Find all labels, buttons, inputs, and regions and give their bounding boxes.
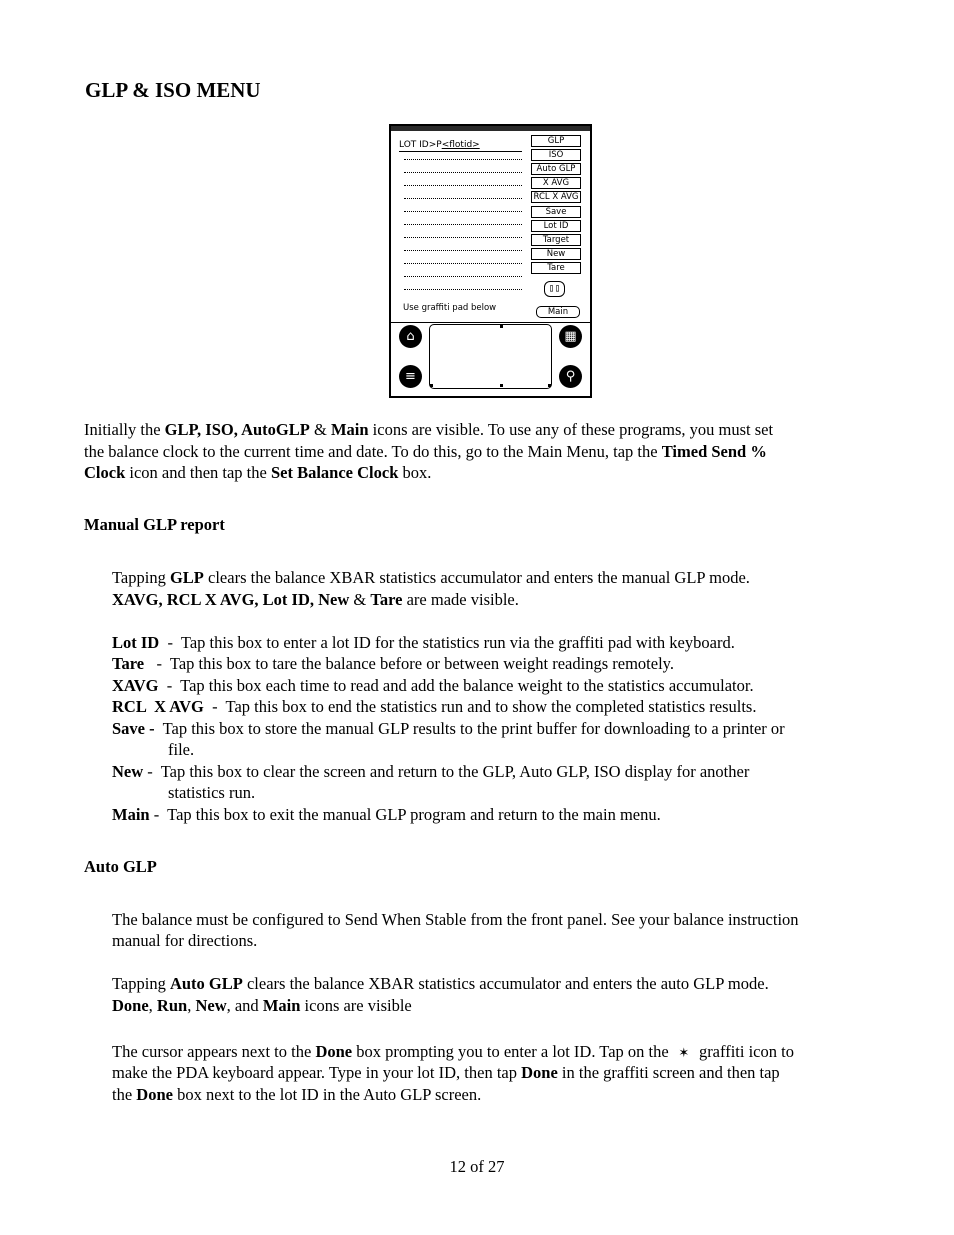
pda-lot-underline xyxy=(399,151,522,152)
text: graffiti icon to xyxy=(694,1042,794,1061)
pda-dotted-line xyxy=(404,289,522,290)
definition-lot-id xyxy=(112,632,735,654)
definition-save-cont: file. xyxy=(168,740,195,759)
pda-new-button[interactable]: New xyxy=(531,248,581,260)
pda-dotted-line xyxy=(404,224,522,225)
pda-dotted-line xyxy=(404,250,522,251)
term: RCL X AVG xyxy=(112,697,204,716)
auto-glp-heading: Auto GLP xyxy=(84,857,157,876)
text: The cursor appears next to the xyxy=(112,1042,316,1061)
intro-line-3 xyxy=(84,462,431,484)
text: in the graffiti screen and then tap xyxy=(557,1063,780,1082)
bold-text: Tare xyxy=(370,590,403,609)
menu-icon[interactable]: ≡ xyxy=(399,365,422,388)
pda-dotted-line xyxy=(404,185,522,186)
text: the balance clock to the current time and date. To do this, go to the Main Menu, tap the xyxy=(84,442,662,461)
pda-page-icon[interactable]: ▯▯ xyxy=(544,281,565,297)
pda-lot-id-button[interactable]: Lot ID xyxy=(531,220,581,232)
pda-graffiti-marker xyxy=(548,384,551,387)
text: box next to the lot ID in the Auto GLP screen. xyxy=(172,1085,482,1104)
find-icon[interactable]: ⚲ xyxy=(559,365,582,388)
pda-auto-glp-button[interactable]: Auto GLP xyxy=(531,163,581,175)
bold-text: GLP xyxy=(169,568,204,587)
pda-target-button[interactable]: Target xyxy=(531,234,581,246)
auto-para-3-line-3 xyxy=(112,1084,481,1106)
text: icon and then tap the xyxy=(125,463,271,482)
definition-tare xyxy=(112,653,674,675)
term: Tare xyxy=(112,654,145,673)
definition-new xyxy=(112,761,749,783)
pda-x-avg-button[interactable]: X AVG xyxy=(531,177,581,189)
bold-text: Main xyxy=(330,420,369,439)
definition: - Tap this box to end the statistics run and to show the completed statistics results. xyxy=(203,697,757,716)
definition: - Tap this box to exit the manual GLP program and return to the main menu. xyxy=(149,805,661,824)
pda-main-button[interactable]: Main xyxy=(536,306,580,318)
pda-tare-button[interactable]: Tare xyxy=(531,262,581,274)
auto-para-3-line-2 xyxy=(112,1062,780,1084)
definition: - Tap this box to tare the balance before or between weight readings remotely. xyxy=(144,654,674,673)
pda-dotted-line xyxy=(404,159,522,160)
text: , xyxy=(187,996,196,1015)
definition: - Tap this box to enter a lot ID for the statistics run via the graffiti pad with keyboard. xyxy=(159,633,735,652)
definition-new-cont: statistics run. xyxy=(168,783,256,802)
text: , xyxy=(148,996,157,1015)
text: the xyxy=(112,1085,137,1104)
pda-dotted-line xyxy=(404,263,522,264)
text: box prompting you to enter a lot ID. Tap on the xyxy=(352,1042,673,1061)
bold-text: Auto GLP xyxy=(169,974,243,993)
pda-lot-placeholder[interactable]: <flotid> xyxy=(441,140,480,150)
text: & xyxy=(309,420,331,439)
manual-para-line-2 xyxy=(112,589,519,611)
bold-text: Done xyxy=(315,1042,353,1061)
pda-lot-id-line xyxy=(399,140,480,150)
pda-iso-button[interactable]: ISO xyxy=(531,149,581,161)
home-icon[interactable]: ⌂ xyxy=(399,325,422,348)
text: box. xyxy=(398,463,432,482)
bold-text: Done xyxy=(112,996,149,1015)
text: icons are visible xyxy=(300,996,412,1015)
definition-main xyxy=(112,804,661,826)
bold-text: Done xyxy=(521,1063,558,1082)
term: Lot ID xyxy=(112,633,160,652)
definition-xavg xyxy=(112,675,754,697)
term: Main xyxy=(112,805,150,824)
intro-line-2 xyxy=(84,441,767,463)
text: clears the balance XBAR statistics accumulator and enters the auto GLP mode. xyxy=(242,974,769,993)
bold-text: Clock xyxy=(84,463,126,482)
text: clears the balance XBAR statistics accumulator and enters the manual GLP mode. xyxy=(203,568,750,587)
auto-para-2-line-2 xyxy=(112,995,412,1017)
pda-graffiti-marker xyxy=(500,384,503,387)
auto-para-1-line-1: The balance must be configured to Send When Stable from the front panel. See your balance instruction xyxy=(112,910,799,929)
term: New xyxy=(112,762,144,781)
pda-dotted-line xyxy=(404,211,522,212)
pda-graffiti-marker xyxy=(500,325,503,328)
pda-screenshot xyxy=(389,124,592,398)
bold-text: GLP, ISO, AutoGLP xyxy=(164,420,310,439)
pda-graffiti-hint: Use graffiti pad below xyxy=(403,303,497,313)
definition: - Tap this box each time to read and add the balance weight to the statistics accumulator. xyxy=(158,676,754,695)
pda-dotted-line xyxy=(404,237,522,238)
term: Save - xyxy=(112,719,155,738)
graffiti-icon: ✶ xyxy=(678,1046,690,1061)
manual-para-line-1 xyxy=(112,567,750,589)
definition: Tap this box to store the manual GLP results to the print buffer for downloading to a printer or xyxy=(154,719,785,738)
bold-text: Timed Send % xyxy=(661,442,767,461)
intro-line-1 xyxy=(84,419,773,441)
auto-para-2-line-1 xyxy=(112,973,769,995)
term: XAVG xyxy=(112,676,159,695)
bold-text: XAVG, RCL X AVG, Lot ID, New xyxy=(112,590,350,609)
pda-graffiti-pad[interactable] xyxy=(429,324,552,389)
auto-para-1-line-2: manual for directions. xyxy=(112,931,258,950)
definition: - Tap this box to clear the screen and return to the GLP, Auto GLP, ISO display for another xyxy=(143,762,750,781)
text: & xyxy=(349,590,371,609)
bold-text: New xyxy=(195,996,227,1015)
pda-save-button[interactable]: Save xyxy=(531,206,581,218)
calculator-icon[interactable]: ▦ xyxy=(559,325,582,348)
text: Tapping xyxy=(112,568,170,587)
text: , and xyxy=(226,996,263,1015)
text: make the PDA keyboard appear. Type in your lot ID, then tap xyxy=(112,1063,522,1082)
page-number: 12 of 27 xyxy=(449,1157,505,1176)
pda-divider xyxy=(391,322,590,323)
text: icons are visible. To use any of these programs, you must set xyxy=(368,420,774,439)
pda-dotted-line xyxy=(404,276,522,277)
pda-lot-prefix: LOT ID>P xyxy=(399,140,442,150)
pda-glp-button[interactable]: GLP xyxy=(531,135,581,147)
text: Initially the xyxy=(84,420,165,439)
definition-save xyxy=(112,718,785,740)
bold-text: Set Balance Clock xyxy=(270,463,399,482)
bold-text: Done xyxy=(136,1085,173,1104)
definition-rcl-x-avg xyxy=(112,696,756,718)
text: Tapping xyxy=(112,974,170,993)
manual-glp-heading: Manual GLP report xyxy=(84,515,225,534)
pda-title-bar xyxy=(391,126,590,131)
pda-graffiti-marker xyxy=(430,384,433,387)
pda-dotted-line xyxy=(404,172,522,173)
bold-text: Main xyxy=(262,996,301,1015)
section-heading: GLP & ISO MENU xyxy=(85,78,261,102)
text: are made visible. xyxy=(402,590,519,609)
bold-text: Run xyxy=(156,996,188,1015)
pda-dotted-line xyxy=(404,198,522,199)
pda-rcl-x-avg-button[interactable]: RCL X AVG xyxy=(531,191,581,203)
